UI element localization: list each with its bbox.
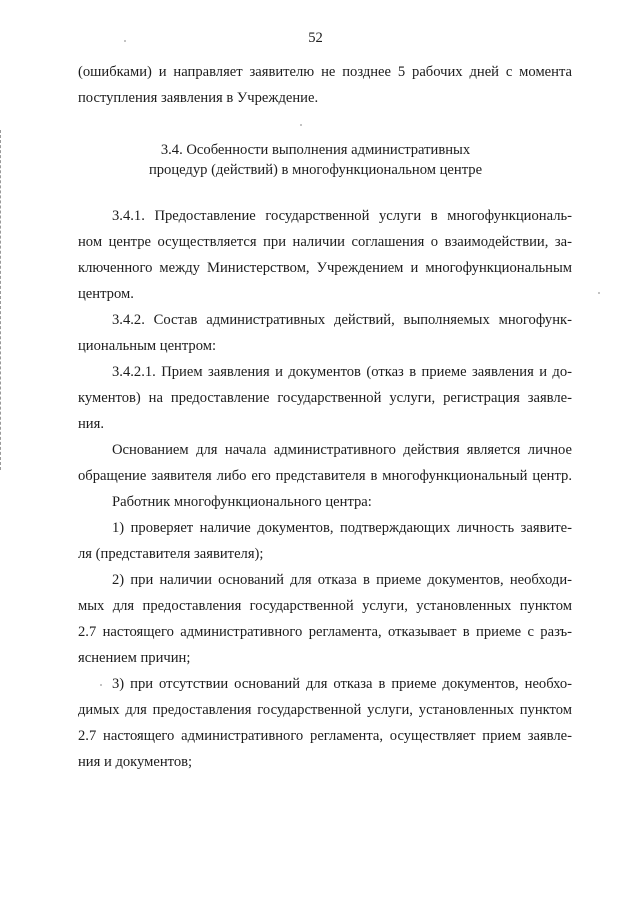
paragraph-3-4-1-line: центром. bbox=[78, 286, 134, 302]
list-item-3-line: 3) при отсутствии оснований для отказа в приеме документов, необхо- bbox=[112, 676, 572, 692]
paragraph-3-4-2-1-line: 3.4.2.1. Прием заявления и документов (отказ в приеме заявления и до- bbox=[112, 364, 572, 380]
intro-line-1: (ошибками) и направляет заявителю не позднее 5 рабочих дней с момента bbox=[78, 64, 572, 80]
paragraph-3-4-1-line: ключенного между Министерством, Учреждением и многофункциональным bbox=[78, 260, 572, 276]
paragraph-3-4-2-1-line: ния. bbox=[78, 416, 104, 432]
list-item-3-line: димых для предоставления государственной услуги, установленных пунктом bbox=[78, 702, 572, 718]
section-heading-line-2: процедур (действий) в многофункциональном центре bbox=[148, 162, 483, 178]
paragraph-basis-line: Основанием для начала административного действия является личное bbox=[112, 442, 572, 458]
intro-line-2: поступления заявления в Учреждение. bbox=[78, 90, 319, 106]
paragraph-3-4-2-line: 3.4.2. Состав административных действий, выполняемых многофунк- bbox=[112, 312, 572, 328]
scan-speck bbox=[300, 124, 302, 126]
list-item-2-line: 2) при наличии оснований для отказа в приеме документов, необходи- bbox=[112, 572, 572, 588]
paragraph-worker-line: Работник многофункционального центра: bbox=[112, 494, 372, 510]
page-number: 52 bbox=[308, 30, 323, 46]
section-heading-line-1: 3.4. Особенности выполнения административных bbox=[160, 142, 471, 158]
list-item-2-line: мых для предоставления государственной услуги, установленных пунктом bbox=[78, 598, 572, 614]
list-item-1-line: 1) проверяет наличие документов, подтверждающих личность заявите- bbox=[112, 520, 572, 536]
list-item-1-line: ля (представителя заявителя); bbox=[78, 546, 264, 562]
list-item-3-line: ния и документов; bbox=[78, 754, 193, 770]
scan-speck bbox=[598, 292, 600, 294]
paragraph-3-4-2-1-line: кументов) на предоставление государственной услуги, регистрация заявле- bbox=[78, 390, 572, 406]
paragraph-3-4-1-line: ном центре осуществляется при наличии соглашения о взаимодействии, за- bbox=[78, 234, 572, 250]
scan-margin-mark bbox=[0, 130, 4, 470]
list-item-2-line: яснением причин; bbox=[78, 650, 191, 666]
paragraph-basis-line: обращение заявителя либо его представителя в многофункциональный центр. bbox=[78, 468, 572, 484]
paragraph-3-4-2-line: циональным центром: bbox=[78, 338, 217, 354]
list-item-3-line: 2.7 настоящего административного регламента, осуществляет прием заявле- bbox=[78, 728, 572, 744]
scan-speck bbox=[100, 684, 102, 686]
list-item-2-line: 2.7 настоящего административного регламента, отказывает в приеме с разъ- bbox=[78, 624, 572, 640]
paragraph-3-4-1-line: 3.4.1. Предоставление государственной услуги в многофункциональ- bbox=[112, 208, 572, 224]
